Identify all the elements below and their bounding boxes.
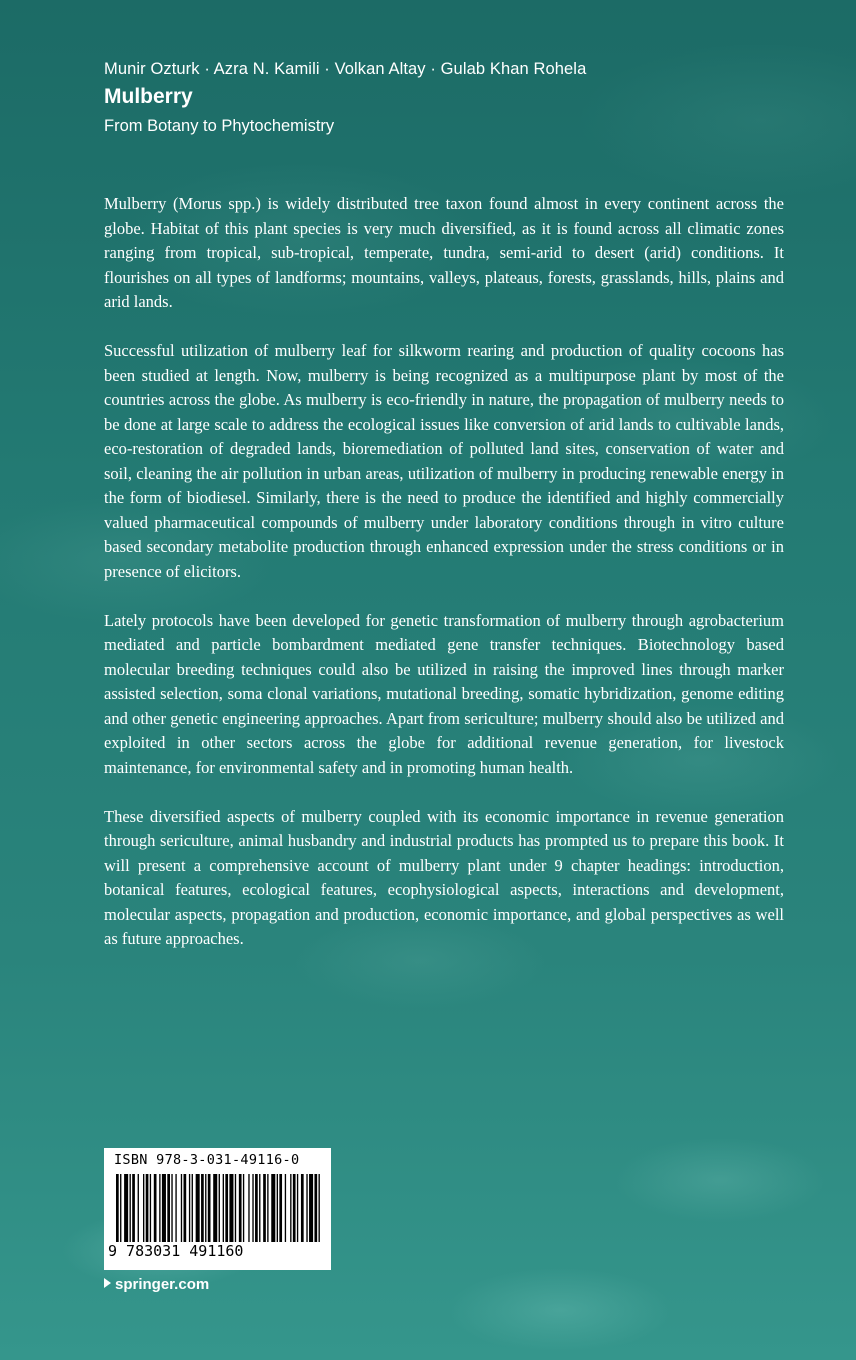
barcode-bar bbox=[154, 1174, 157, 1242]
barcode-bar bbox=[219, 1174, 220, 1242]
barcode-bar bbox=[130, 1174, 131, 1242]
barcode-bar bbox=[171, 1174, 172, 1242]
barcode-bar bbox=[132, 1174, 135, 1242]
barcode-bar bbox=[162, 1174, 166, 1242]
paragraph: Mulberry (Morus spp.) is widely distributed tree taxon found almost in every continent across the globe. Habitat of this plant species is very much diversified, as it is found across all climatic zones ranging from tropical, sub-tropical, temperate, tundra, semi-arid to desert (arid) conditions. It flourishes on all types of landforms; mountains, valleys, plateaus, forests, grasslands, hills, plains and arid lands. bbox=[104, 194, 784, 311]
barcode-bar bbox=[293, 1174, 296, 1242]
barcode-bar bbox=[120, 1174, 121, 1242]
barcode-bar bbox=[184, 1174, 187, 1242]
barcode-bar bbox=[225, 1174, 228, 1242]
barcode-bar bbox=[205, 1174, 206, 1242]
authors-line: Munir Ozturk · Azra N. Kamili · Volkan Altay · Gulab Khan Rohela bbox=[104, 60, 587, 78]
barcode-bar bbox=[223, 1174, 224, 1242]
barcode-bar bbox=[248, 1174, 249, 1242]
barcode-bar bbox=[319, 1174, 320, 1242]
barcode-bar bbox=[301, 1174, 304, 1242]
barcode-bar bbox=[255, 1174, 258, 1242]
barcode-bar bbox=[196, 1174, 200, 1242]
book-subtitle: From Botany to Phytochemistry bbox=[104, 117, 335, 135]
paragraph: Successful utilization of mulberry leaf for silkworm rearing and production of quality cocoons has been studied at length. Now, mulberry is being recognized as a multipurpose plant by most of the countries across the globe. As mulberry is eco-friendly in nature, the propagation of mulberry needs to be done at large scale to address the ecological issues like conversion of arid lands to cultivable lands, eco-restoration of degraded lands, bioremediation of polluted land sites, conservation of water and soil, cleaning the air pollution in urban areas, utilization of mulberry in producing renewable energy in the form of biodiesel. Similarly, there is the need to produce the identified and highly commercially valued pharmaceutical compounds of mulberry under laboratory conditions through in vitro culture based secondary metabolite production through enhanced expression under the stress conditions or in presence of elicitors. bbox=[104, 341, 784, 581]
barcode-bar bbox=[146, 1174, 149, 1242]
cover-header bbox=[104, 60, 586, 136]
paragraph: These diversified aspects of mulberry coupled with its economic importance in revenue generation through sericulture, animal husbandry and industrial products has prompted us to prepare this book. It will present a comprehensive account of mulberry plant under 9 chapter headings: introduction, botanical features, ecological features, ecophysiological aspects, interactions and development, molecular aspects, propagation and production, economic importance, and global perspectives as well as future approaches. bbox=[104, 806, 784, 948]
barcode-bar bbox=[189, 1174, 190, 1242]
barcode-bar bbox=[143, 1174, 144, 1242]
springer-link[interactable] bbox=[104, 1276, 209, 1293]
barcode-bar bbox=[181, 1174, 182, 1242]
book-title: Mulberry bbox=[104, 85, 193, 108]
barcode-bar bbox=[243, 1174, 244, 1242]
barcode-bar bbox=[259, 1174, 260, 1242]
isbn-label: ISBN 978-3-031-49116-0 bbox=[114, 1152, 300, 1168]
barcode-bar bbox=[208, 1174, 211, 1242]
barcode-bar bbox=[290, 1174, 291, 1242]
barcode-bar bbox=[116, 1174, 119, 1242]
barcode-bar bbox=[138, 1174, 139, 1242]
barcode-bar bbox=[309, 1174, 313, 1242]
barcode-bar bbox=[267, 1174, 268, 1242]
isbn-digits: 9 783031 491160 bbox=[108, 1242, 244, 1260]
barcode-bar bbox=[229, 1174, 233, 1242]
barcode-bar bbox=[235, 1174, 236, 1242]
paragraph: Lately protocols have been developed for genetic transformation of mulberry through agrobacterium mediated and particle bombardment mediated gene transfer techniques. Biotechnology based molecular breeding techniques could also be utilized in raising the improved lines through marker assisted selection, soma clonal variations, mutational breeding, somatic hybridization, genome editing and other genetic engineering approaches. Apart from sericulture; mulberry should also be utilized and exploited in other sectors across the globe for additional revenue generation, for livestock maintenance, for environmental safety and in promoting human health. bbox=[104, 610, 784, 777]
barcode-bar bbox=[271, 1174, 275, 1242]
barcode-bar bbox=[277, 1174, 278, 1242]
barcode-bar bbox=[239, 1174, 242, 1242]
barcode-bar bbox=[124, 1174, 128, 1242]
arrow-right-icon bbox=[104, 1278, 111, 1288]
barcode-bar bbox=[150, 1174, 151, 1242]
barcode-bar bbox=[167, 1174, 170, 1242]
springer-link-label: springer.com bbox=[115, 1276, 210, 1293]
barcode-bar bbox=[252, 1174, 253, 1242]
barcode-bar bbox=[213, 1174, 217, 1242]
blurb-text bbox=[104, 192, 784, 976]
isbn-barcode bbox=[104, 1148, 331, 1270]
barcode-bar bbox=[297, 1174, 298, 1242]
barcode-bar bbox=[175, 1174, 176, 1242]
barcode-bar bbox=[285, 1174, 286, 1242]
barcode-bar bbox=[192, 1174, 193, 1242]
barcode-bar bbox=[279, 1174, 282, 1242]
barcode-icon bbox=[114, 1174, 321, 1244]
barcode-bar bbox=[314, 1174, 317, 1242]
barcode-bar bbox=[159, 1174, 160, 1242]
barcode-bar bbox=[306, 1174, 307, 1242]
barcode-bar bbox=[201, 1174, 204, 1242]
barcode-bar bbox=[263, 1174, 266, 1242]
